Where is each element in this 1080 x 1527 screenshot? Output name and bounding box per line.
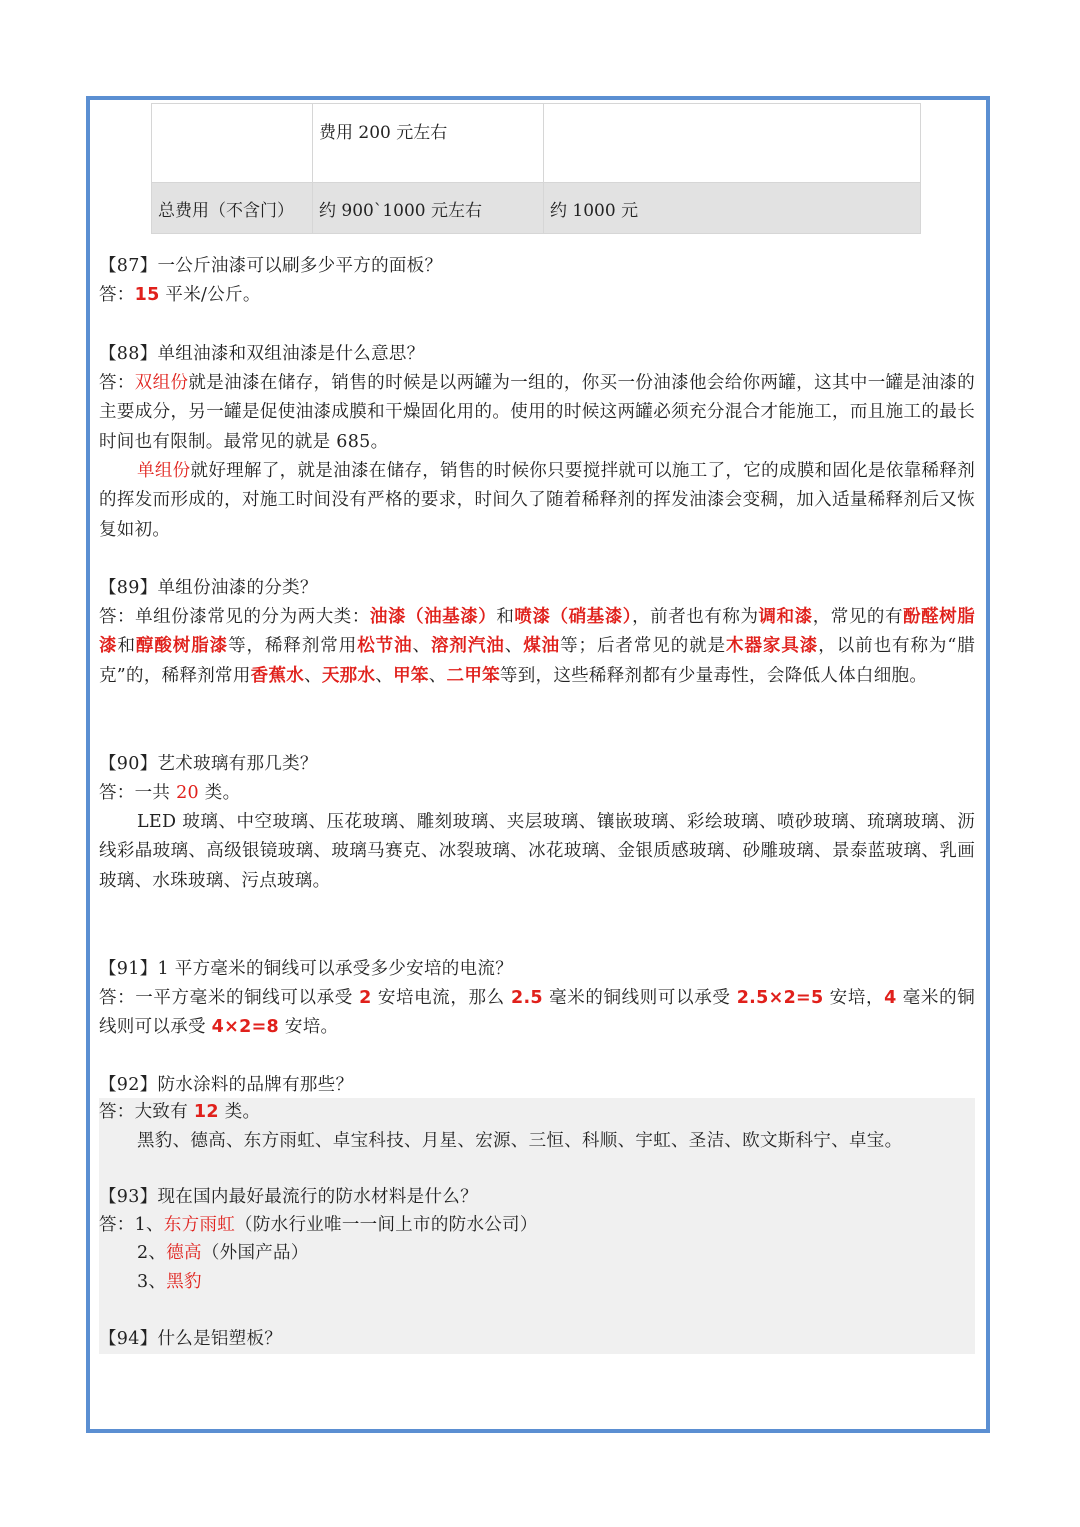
- answer-text: 、: [375, 665, 394, 686]
- answer-highlight: 20: [176, 783, 199, 803]
- table-row: [152, 104, 921, 183]
- answer-highlight: 天那水: [321, 665, 376, 686]
- answer-text: （防水行业唯一一间上市的防水公司）: [235, 1215, 538, 1235]
- total-label: 总费用（不含门）: [152, 183, 313, 234]
- answer-prefix: 答：: [99, 373, 135, 393]
- answer-text: 、: [412, 636, 431, 657]
- q88-answer-2: [99, 457, 975, 545]
- answer-highlight: 东方雨虹: [163, 1215, 236, 1235]
- answer-highlight: 酚醛树脂漆: [99, 607, 976, 657]
- q93-item-1: [99, 1211, 975, 1240]
- answer-highlight: 溶剂汽油: [430, 636, 505, 657]
- answer-text: 等；后者常见的就是: [560, 636, 727, 657]
- answer-highlight: 德高: [166, 1243, 202, 1263]
- answer-text: 毫米的铜线则可以承受: [99, 988, 976, 1038]
- answer-highlight: 2: [359, 988, 372, 1008]
- q90-list: LED 玻璃、中空玻璃、压花玻璃、雕刻玻璃、夹层玻璃、镶嵌玻璃、彩绘玻璃、喷砂玻璃、琉璃玻璃、沥线彩晶玻璃、高级银镜玻璃、玻璃马赛克、冰裂玻璃、冰花玻璃、金银质感玻璃、砂雕玻璃、景泰蓝玻璃、乳画玻璃、水珠玻璃、污点玻璃。: [99, 812, 975, 891]
- answer-highlight: 4: [884, 988, 897, 1008]
- answer-text: ，以前也有称为“腊克”的，稀释剂常用: [99, 636, 976, 686]
- q91-question: 【91】1 平方毫米的铜线可以承受多少安培的电流？: [99, 959, 513, 979]
- q89-question: 【89】单组份油漆的分类？: [99, 578, 318, 598]
- table-row-total: [152, 183, 921, 234]
- answer-text: 类。: [218, 1102, 261, 1122]
- answer-text: 平米/公斤。: [159, 285, 261, 305]
- answer-text: 、: [504, 636, 524, 657]
- answer-text: 安培，: [823, 988, 885, 1008]
- answer-text: 和: [117, 636, 136, 657]
- q92-list: 黑豹、德高、东方雨虹、卓宝科技、月星、宏源、三恒、科顺、宇虹、圣洁、欧文斯科宁、卓宝。: [137, 1131, 903, 1151]
- answer-text: ，常见的有: [812, 607, 904, 627]
- answer-prefix: 2、: [137, 1243, 167, 1263]
- q93-item-3: [99, 1268, 975, 1297]
- answer-highlight: 煤油: [523, 636, 561, 657]
- answer-highlight: 4×2=8: [211, 1017, 280, 1038]
- answer-highlight: 油漆（油基漆）: [369, 607, 497, 627]
- answer-highlight: 甲笨: [393, 665, 429, 686]
- answer-text: 等到，这些稀释剂都有少量毒性，会降低人体白细胞。: [499, 665, 928, 686]
- answer-text: 就好理解了，就是油漆在储存，销售的时候你只要搅拌就可以施工了，它的成膜和固化是依靠稀释剂的挥发而形成的，对施工时间没有严格的要求，时间久了随着稀释剂的挥发油漆会变稠，加入适量稀释剂后又恢复如初。: [99, 461, 975, 540]
- q87-answer: [99, 281, 975, 310]
- answer-prefix: 3、: [137, 1272, 167, 1292]
- answer-text: 和: [496, 607, 515, 627]
- answer-highlight: 醇酸树脂漆: [135, 636, 229, 657]
- answer-highlight: 2.5×2=5: [736, 988, 824, 1008]
- answer-text: （外国产品）: [201, 1243, 309, 1263]
- q92-answer: [99, 1098, 975, 1127]
- table-cell: [152, 104, 313, 183]
- total-value-b: 约 1000 元: [544, 183, 921, 234]
- answer-highlight: 松节油: [357, 636, 413, 657]
- q87-question: 【87】一公斤油漆可以刷多少平方的面板？: [99, 256, 443, 276]
- answer-text: 毫米的铜线则可以承受: [542, 988, 737, 1008]
- answer-prefix: 答：: [99, 285, 135, 305]
- q91-answer: [99, 984, 975, 1043]
- q88-question: 【88】单组油漆和双组油漆是什么意思？: [99, 344, 425, 364]
- answer-highlight: 黑豹: [166, 1272, 202, 1292]
- q89-answer: [99, 603, 975, 691]
- answer-prefix: 答：一共: [99, 783, 177, 803]
- answer-highlight: 二甲笨: [446, 665, 500, 686]
- answer-highlight: 2.5: [511, 988, 543, 1008]
- answer-highlight: 香蕉水: [250, 665, 305, 686]
- answer-text: 等，稀释剂常用: [228, 636, 358, 657]
- answer-text: 、: [428, 665, 447, 686]
- q90-answer: [99, 779, 975, 808]
- q90-question: 【90】艺术玻璃有那几类？: [99, 754, 318, 774]
- answer-prefix: 答：大致有: [99, 1102, 194, 1122]
- q92-question: 【92】防水涂料的品牌有那些？: [99, 1075, 354, 1095]
- answer-highlight: 双组份: [134, 373, 189, 393]
- table-cell: [544, 104, 921, 183]
- answer-prefix: 答：1、: [99, 1215, 164, 1235]
- answer-highlight: 12: [193, 1102, 219, 1122]
- answer-text: ，前者也有称为: [632, 607, 759, 627]
- total-value-a: 约 900`1000 元左右: [313, 183, 544, 234]
- answer-text: 类。: [198, 783, 241, 803]
- answer-highlight: 单组份: [137, 461, 191, 481]
- answer-highlight: 调和漆: [758, 607, 813, 627]
- q94-question: 【94】什么是铝塑板？: [99, 1329, 283, 1349]
- q93-item-2: [99, 1239, 975, 1268]
- answer-text: 安培电流，那么: [371, 988, 511, 1008]
- table-cell: 费用 200 元左右: [313, 104, 544, 183]
- answer-text: 答：一平方毫米的铜线可以承受: [99, 988, 360, 1008]
- cost-table: [151, 103, 921, 234]
- answer-highlight: 木器家具漆: [726, 636, 819, 657]
- answer-text: 答：单组份漆常见的分为两大类：: [99, 607, 370, 627]
- q93-question: 【93】现在国内最好最流行的防水材料是什么？: [99, 1187, 478, 1207]
- answer-text: 安培。: [279, 1017, 339, 1038]
- answer-text: 就是油漆在储存，销售的时候是以两罐为一组的，你买一份油漆他会给你两罐，这其中一罐是油漆的主要成分，另一罐是促使油漆成膜和干燥固化用的。使用的时候这两罐必须充分混合才能施工，而且施工的最长时间也有限制。最常见的就是 685。: [99, 373, 975, 452]
- answer-highlight: 喷漆（硝基漆）: [514, 607, 633, 627]
- q88-answer-1: [99, 369, 975, 457]
- answer-highlight: 15: [134, 285, 160, 305]
- answer-text: 、: [304, 665, 322, 686]
